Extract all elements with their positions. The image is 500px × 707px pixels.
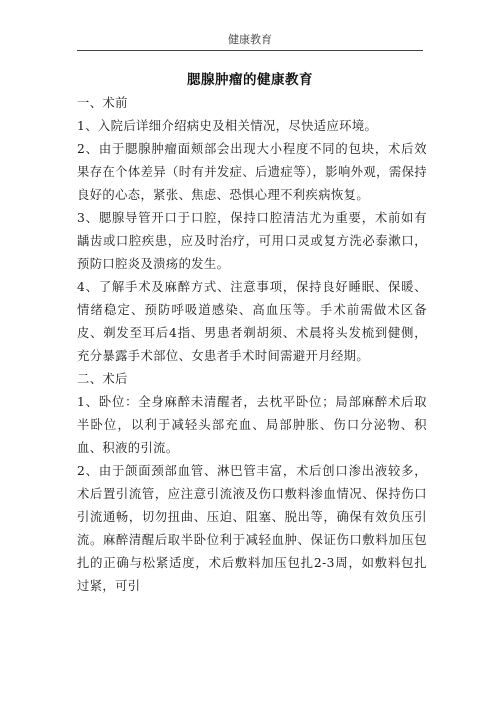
section-heading-preop: 一、术前 (77, 96, 128, 110)
document-title: 腮腺肿瘤的健康教育 (187, 72, 313, 88)
header-divider (77, 50, 423, 51)
running-header: 健康教育 (228, 33, 272, 46)
paragraph: 2、由于腮腺肿瘤面颊部会出现大小程度不同的包块，术后效果存在个体差异（时有并发症、后遗症等），影响外观，需保持良好的心态，紧张、焦虑、恐惧心理不利疾病恢复。 (77, 142, 427, 202)
paragraph: 1、卧位：全身麻醉未清醒者，去枕平卧位；局部麻醉术后取半卧位，以利于减轻头部充血、局部肿胀、伤口分泌物、积血、积液的引流。 (77, 395, 427, 455)
paragraph: 4、了解手术及麻醉方式、注意事项，保持良好睡眠、保暖、情绪稳定、预防呼吸道感染、高血压等。手术前需做术区备皮、剃发至耳后4指、男患者剃胡须、术晨将头发梳到健侧，充分暴露手术部位、女患者手术时间需避开月经期。 (77, 280, 427, 363)
section-heading-postop: 二、术后 (77, 372, 128, 386)
document-body (77, 92, 427, 598)
paragraph: 2、由于颌面颈部血管、淋巴管丰富，术后创口渗出液较多，术后置引流管，应注意引流液及伤口敷料渗血情况、保持伤口引流通畅，切勿扭曲、压迫、阻塞、脱出等，确保有效负压引流。麻醉清醒后取半卧位利于减轻血肿、保证伤口敷料加压包扎的正确与松紧适度，术后敷料加压包扎2-3周，如敷料包扎过紧，可引 (77, 464, 427, 593)
paragraph: 1、入院后详细介绍病史及相关情况，尽快适应环境。 (77, 119, 378, 133)
paragraph: 3、腮腺导管开口于口腔，保持口腔清洁尤为重要，术前如有龋齿或口腔疾患，应及时治疗，可用口灵或复方洗必泰漱口，预防口腔炎及溃疡的发生。 (77, 211, 427, 271)
